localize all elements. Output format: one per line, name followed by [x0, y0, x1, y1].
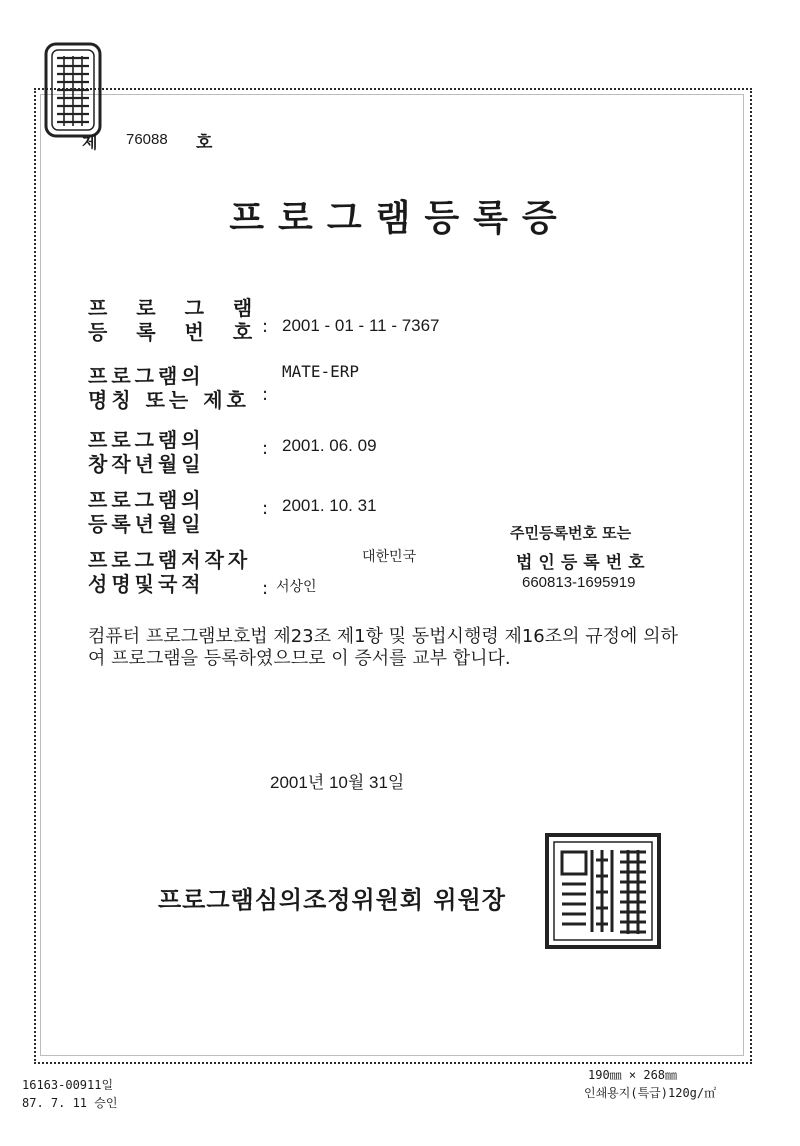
program-name-label: 프로그램의 명칭 또는 제호: [88, 364, 250, 412]
id-number-value: 660813-1695919: [522, 574, 636, 591]
cert-number-prefix: 제: [82, 133, 98, 152]
colon: :: [262, 438, 269, 459]
program-name-value: MATE-ERP: [282, 362, 360, 381]
registration-date-value: 2001. 10. 31: [282, 496, 377, 515]
author-nationality: 대한민국: [362, 549, 417, 565]
colon: :: [262, 578, 269, 599]
paper-size: 190㎜ × 268㎜: [588, 1068, 678, 1082]
registration-no-label: 프 로 그 램 등 록 번 호: [88, 296, 264, 344]
id-number-label-line2: 법인등록번호: [516, 553, 651, 573]
cert-number-suffix: 호: [196, 133, 213, 153]
colon: :: [262, 498, 269, 519]
issue-date: 2001년 10월 31일: [270, 773, 405, 792]
certification-statement: 컴퓨터 프로그램보호법 제23조 제1항 및 동법시행령 제16조의 규정에 의하여 프로그램을 등록하였으므로 이 증서를 교부 합니다.: [88, 626, 678, 669]
creation-date-value: 2001. 06. 09: [282, 436, 377, 455]
approval-date: 87. 7. 11 승인: [22, 1096, 118, 1110]
colon: :: [262, 316, 269, 337]
form-number: 16163-00911일: [22, 1078, 114, 1092]
registration-no-value: 2001 - 01 - 11 - 7367: [282, 316, 440, 335]
author-name: 서상인: [276, 579, 317, 595]
colon: :: [262, 384, 269, 405]
registration-date-label: 프로그램의 등록년월일: [88, 488, 205, 536]
id-number-label-line1: 주민등록번호 또는: [510, 524, 632, 542]
paper-spec: 인쇄용지(특급)120g/㎡: [584, 1086, 717, 1100]
author-label: 프로그램저작자 성명및국적: [88, 548, 252, 596]
official-seal-icon: [544, 832, 662, 950]
creation-date-label: 프로그램의 창작년월일: [88, 428, 205, 476]
cert-number: 76088: [126, 131, 168, 148]
document-title: 프로그램등록증: [229, 198, 571, 239]
seal-emblem-icon: [42, 42, 104, 138]
issuer-name: 프로그램심의조정위원회 위원장: [158, 886, 506, 914]
